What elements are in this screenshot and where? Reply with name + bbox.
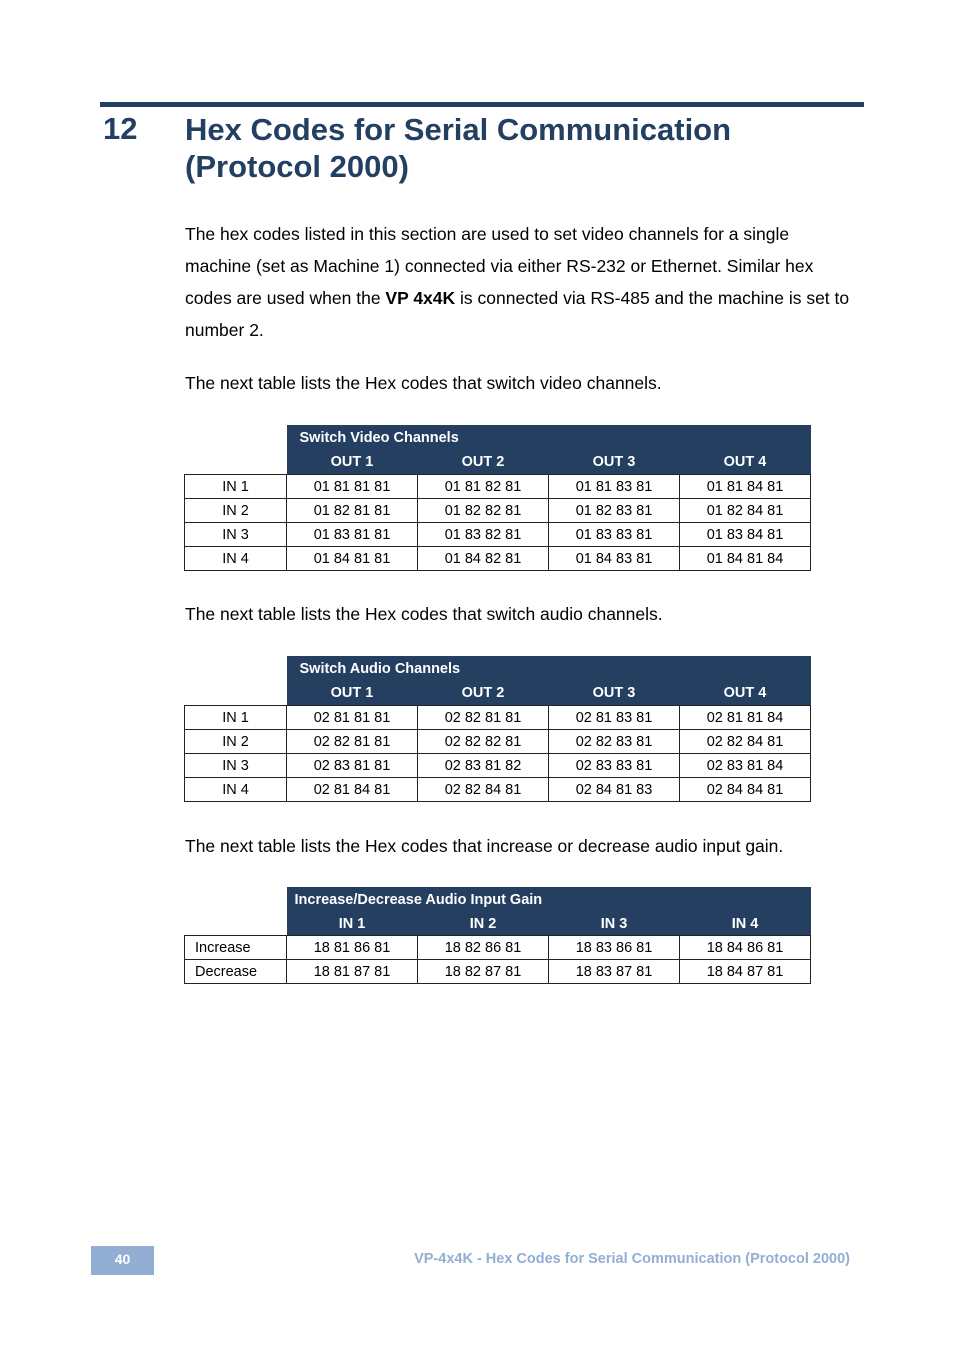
hex-cell: 01 82 82 81 xyxy=(418,499,549,523)
hex-cell: 02 81 83 81 xyxy=(549,706,680,730)
audio-hex-table xyxy=(184,656,811,802)
column-header: OUT 4 xyxy=(680,450,811,475)
video-table-intro: The next table lists the Hex codes that switch video channels. xyxy=(185,373,662,393)
hex-cell: 01 83 81 81 xyxy=(287,523,418,547)
column-header: IN 3 xyxy=(549,912,680,936)
hex-cell: 18 81 87 81 xyxy=(287,960,418,984)
hex-cell: 01 84 81 84 xyxy=(680,547,811,571)
hex-cell: 01 81 82 81 xyxy=(418,475,549,499)
hex-cell: 01 82 81 81 xyxy=(287,499,418,523)
hex-cell: 01 83 84 81 xyxy=(680,523,811,547)
table-row xyxy=(185,778,811,802)
chapter-title-line1: Hex Codes for Serial Communication xyxy=(185,112,732,147)
hex-cell: 02 84 84 81 xyxy=(680,778,811,802)
column-header: OUT 2 xyxy=(418,681,549,706)
table-row xyxy=(185,499,811,523)
column-header: IN 2 xyxy=(418,912,549,936)
hex-cell: 02 82 81 81 xyxy=(287,730,418,754)
hex-cell: 01 84 83 81 xyxy=(549,547,680,571)
chapter-title-line2: (Protocol 2000) xyxy=(185,149,409,184)
hex-cell: 18 82 86 81 xyxy=(418,936,549,960)
column-header: OUT 3 xyxy=(549,681,680,706)
hex-cell: 01 84 82 81 xyxy=(418,547,549,571)
video-hex-table xyxy=(184,425,811,571)
hex-cell: 02 82 84 81 xyxy=(680,730,811,754)
intro-text-1: The hex codes listed in this section are used to set video channels for a single machine (set as Machine 1) connected via either RS-232 or Ethernet. Similar hex codes are used when the xyxy=(185,224,814,308)
chapter-title xyxy=(185,111,731,185)
column-header: OUT 1 xyxy=(287,450,418,475)
row-label: IN 3 xyxy=(185,754,287,778)
table-title: Increase/Decrease Audio Input Gain xyxy=(287,888,811,913)
gain-hex-table xyxy=(184,887,811,984)
row-label: IN 3 xyxy=(185,523,287,547)
hex-cell: 18 83 87 81 xyxy=(549,960,680,984)
chapter-number: 12 xyxy=(103,111,138,146)
hex-cell: 02 82 82 81 xyxy=(418,730,549,754)
table-row xyxy=(185,706,811,730)
hex-cell: 02 83 81 82 xyxy=(418,754,549,778)
hex-cell: 02 84 81 83 xyxy=(549,778,680,802)
hex-cell: 02 82 81 81 xyxy=(418,706,549,730)
hex-cell: 02 82 83 81 xyxy=(549,730,680,754)
table-row xyxy=(185,547,811,571)
table-row xyxy=(185,475,811,499)
chapter-rule xyxy=(100,102,864,107)
table-title: Switch Audio Channels xyxy=(287,657,811,682)
hex-cell: 18 81 86 81 xyxy=(287,936,418,960)
hex-cell: 02 81 81 81 xyxy=(287,706,418,730)
hex-cell: 01 82 83 81 xyxy=(549,499,680,523)
hex-cell: 18 84 86 81 xyxy=(680,936,811,960)
table-row xyxy=(185,754,811,778)
table-row xyxy=(185,523,811,547)
row-label: IN 1 xyxy=(185,475,287,499)
intro-text-2: is connected via RS-485 and the machine is set to number 2. xyxy=(185,288,850,340)
audio-table-intro: The next table lists the Hex codes that switch audio channels. xyxy=(185,604,663,624)
intro-paragraph xyxy=(185,218,850,346)
table-title: Switch Video Channels xyxy=(287,426,811,451)
footer-title: VP-4x4K - Hex Codes for Serial Communication (Protocol 2000) xyxy=(414,1251,850,1267)
hex-cell: 01 81 84 81 xyxy=(680,475,811,499)
column-header: IN 1 xyxy=(287,912,418,936)
table-row xyxy=(185,960,811,984)
hex-cell: 02 83 81 81 xyxy=(287,754,418,778)
hex-cell: 02 83 83 81 xyxy=(549,754,680,778)
product-name: VP 4x4K xyxy=(385,288,456,308)
row-label: IN 2 xyxy=(185,499,287,523)
hex-cell: 01 81 81 81 xyxy=(287,475,418,499)
hex-cell: 18 83 86 81 xyxy=(549,936,680,960)
row-label: IN 4 xyxy=(185,778,287,802)
hex-cell: 01 83 83 81 xyxy=(549,523,680,547)
row-label: Decrease xyxy=(185,960,287,984)
hex-cell: 01 84 81 81 xyxy=(287,547,418,571)
column-header: OUT 4 xyxy=(680,681,811,706)
row-label: IN 1 xyxy=(185,706,287,730)
column-header: OUT 3 xyxy=(549,450,680,475)
hex-cell: 02 83 81 84 xyxy=(680,754,811,778)
column-header: OUT 1 xyxy=(287,681,418,706)
gain-table-intro: The next table lists the Hex codes that increase or decrease audio input gain. xyxy=(185,836,784,856)
row-label: IN 2 xyxy=(185,730,287,754)
table-row xyxy=(185,936,811,960)
table-row xyxy=(185,730,811,754)
hex-cell: 02 81 81 84 xyxy=(680,706,811,730)
hex-cell: 02 81 84 81 xyxy=(287,778,418,802)
hex-cell: 18 84 87 81 xyxy=(680,960,811,984)
row-label: IN 4 xyxy=(185,547,287,571)
hex-cell: 18 82 87 81 xyxy=(418,960,549,984)
hex-cell: 02 82 84 81 xyxy=(418,778,549,802)
column-header: OUT 2 xyxy=(418,450,549,475)
page-number: 40 xyxy=(91,1246,154,1275)
hex-cell: 01 83 82 81 xyxy=(418,523,549,547)
column-header: IN 4 xyxy=(680,912,811,936)
hex-cell: 01 82 84 81 xyxy=(680,499,811,523)
row-label: Increase xyxy=(185,936,287,960)
hex-cell: 01 81 83 81 xyxy=(549,475,680,499)
